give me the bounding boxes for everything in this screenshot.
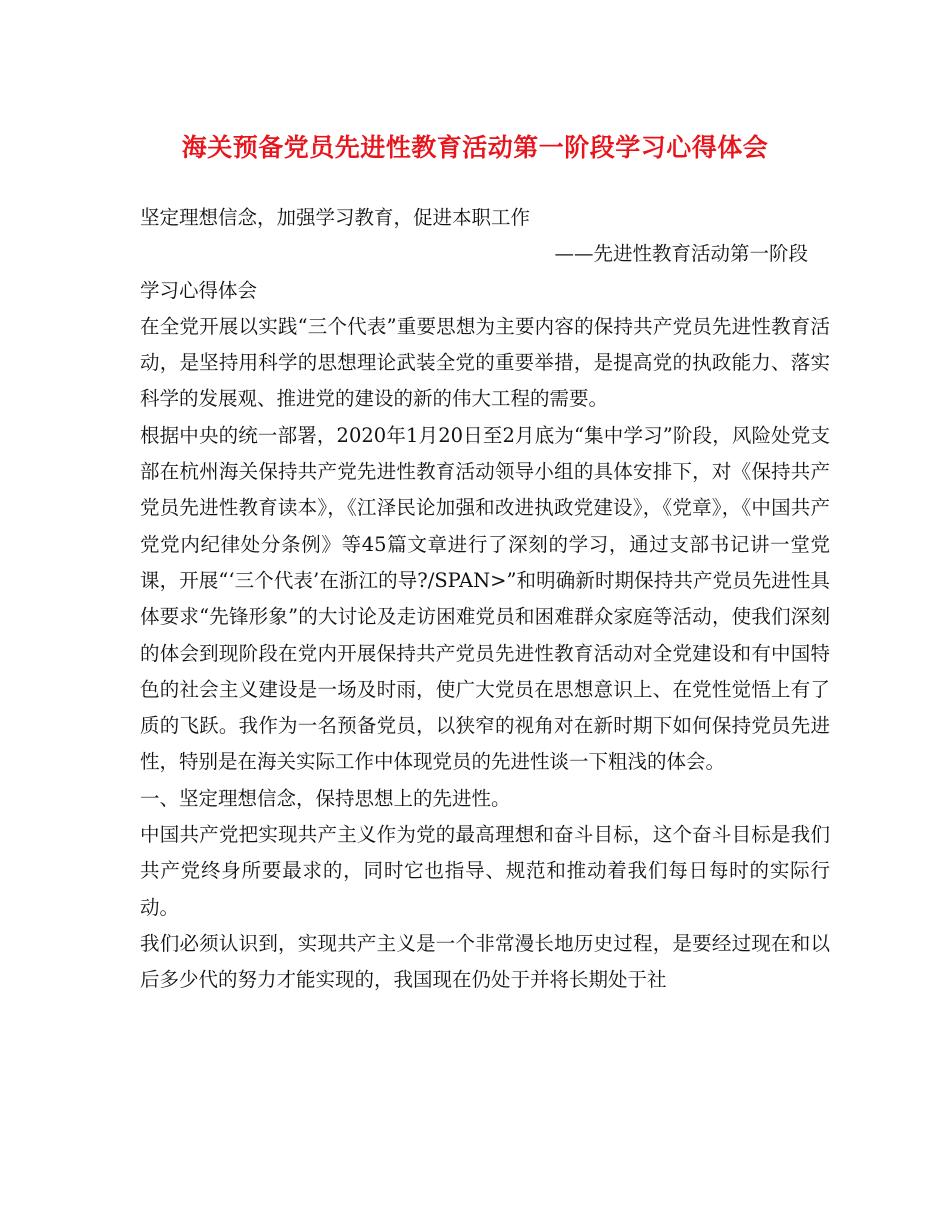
paragraph-intro: 在全党开展以实践“三个代表”重要思想为主要内容的保持共产党员先进性教育活动，是坚持用科学的思想理论武装全党的重要举措，是提高党的执政能力、落实科学的发展观、推进党的建设的新的伟大工程的需要。 <box>140 314 830 411</box>
paragraph-study-summary: 根据中央的统一部署，2020年1月20日至2月底为“集中学习”阶段，风险处党支部在杭州海关保持共产党先进性教育活动领导小组的具体安排下，对《保持共产党员先进性教育读本》，《江泽民论加强和改进执政党建设》，《党章》，《中国共产党党内纪律处分条例》等45篇文章进行了深刻的学习，通过支部书记讲一堂党课，开展“‘三个代表’在浙江的导?/SPAN>”和明确新时期保持共产党员先进性具体要求“先锋形象”的大讨论及走访困难党员和困难群众家庭等活动，使我们深刻的体会到现阶段在党内开展保持共产党员先进性教育活动对全党建设和有中国特色的社会主义建设是一场及时雨，使广大党员在思想意识上、在党性觉悟上有了质的飞跃。我作为一名预备党员，以狭窄的视角对在新时期下如何保持党员先进性，特别是在海关实际工作中体现党员的先进性谈一下粗浅的体会。 <box>140 423 830 774</box>
paragraph-recognition: 我们必须认识到，实现共产主义是一个非常漫长地历史过程，是要经过现在和以后多少代的努力才能实现的，我国现在仍处于并将长期处于社 <box>140 931 830 992</box>
subtitle-continuation: 学习心得体会 <box>140 278 258 302</box>
paragraph-ideal: 中国共产党把实现共产主义作为党的最高理想和奋斗目标，这个奋斗目标是我们共产党终身所要最求的，同时它也指导、规范和推动着我们每日每时的实际行动。 <box>140 823 830 919</box>
document-title: 海关预备党员先进性教育活动第一阶段学习心得体会 <box>181 133 769 162</box>
section-heading-1: 一、坚定理想信念，保持思想上的先进性。 <box>140 786 511 810</box>
subtitle-dash-line: ——先进性教育活动第一阶段 <box>554 242 808 266</box>
subtitle-line: 坚定理想信念，加强学习教育，促进本职工作 <box>140 206 531 229</box>
document-body <box>140 200 830 999</box>
